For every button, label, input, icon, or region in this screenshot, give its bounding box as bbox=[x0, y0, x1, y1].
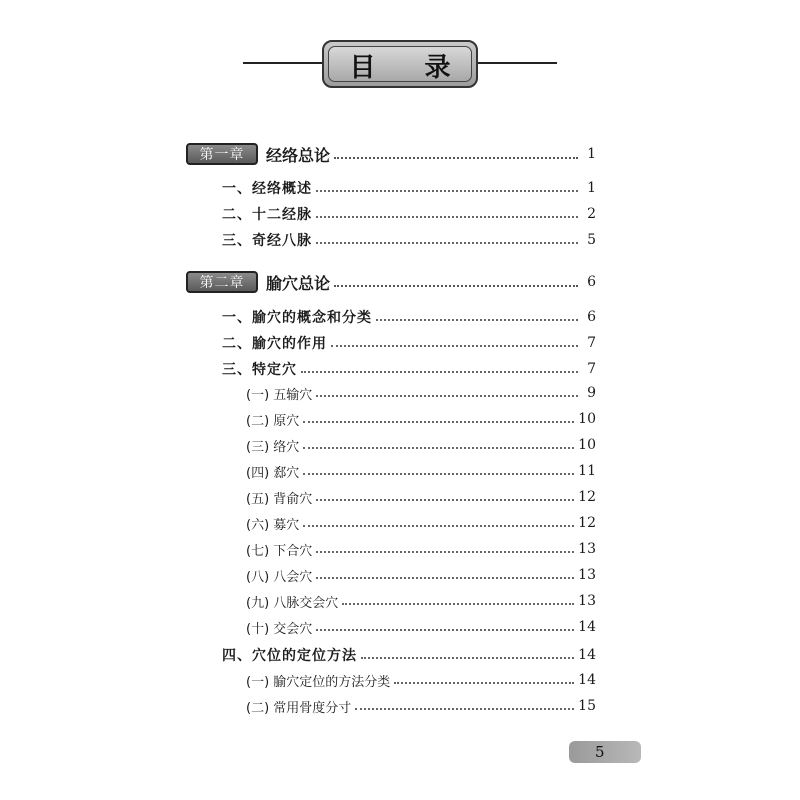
dot-leader bbox=[303, 447, 574, 449]
dot-leader bbox=[301, 371, 578, 373]
toc-entry[interactable] bbox=[222, 645, 596, 665]
entry-title: 一、经络概述 bbox=[222, 181, 312, 197]
page-ref: 12 bbox=[578, 489, 596, 505]
title-plaque bbox=[322, 40, 478, 88]
entry-title: (二) 原穴 bbox=[246, 413, 300, 429]
page-ref: 10 bbox=[578, 437, 596, 453]
entry-title: (六) 募穴 bbox=[246, 517, 300, 533]
toc-entry[interactable] bbox=[222, 230, 596, 250]
page-number-tab bbox=[569, 741, 641, 763]
chapter-badge: 第一章 bbox=[186, 143, 258, 165]
page-ref: 14 bbox=[578, 672, 596, 688]
toc-subentry[interactable] bbox=[246, 591, 596, 611]
toc-subentry[interactable] bbox=[246, 696, 596, 716]
page-ref: 13 bbox=[578, 567, 596, 583]
page-ref: 10 bbox=[578, 411, 596, 427]
toc-subentry[interactable] bbox=[246, 513, 596, 533]
page-ref: 5 bbox=[587, 232, 596, 248]
dot-leader bbox=[316, 216, 578, 218]
page-ref: 6 bbox=[587, 309, 596, 325]
entry-title: (八) 八会穴 bbox=[246, 569, 313, 585]
toc-subentry[interactable] bbox=[246, 435, 596, 455]
page-ref: 14 bbox=[578, 647, 596, 663]
page-ref: 15 bbox=[578, 698, 596, 714]
entry-title: 三、奇经八脉 bbox=[222, 233, 312, 249]
toc-subentry[interactable] bbox=[246, 617, 596, 637]
dot-leader bbox=[316, 577, 574, 579]
entry-title: (二) 常用骨度分寸 bbox=[246, 700, 352, 716]
entry-title: 三、特定穴 bbox=[222, 362, 297, 378]
toc-subentry[interactable] bbox=[246, 565, 596, 585]
dot-leader bbox=[316, 499, 574, 501]
page-ref: 1 bbox=[587, 180, 596, 196]
dot-leader bbox=[316, 551, 574, 553]
dot-leader bbox=[316, 395, 578, 397]
dot-leader bbox=[303, 525, 574, 527]
dot-leader bbox=[342, 603, 574, 605]
chapter-1-entry[interactable] bbox=[186, 143, 596, 165]
toc-subentry[interactable] bbox=[246, 539, 596, 559]
entry-title: 一、腧穴的概念和分类 bbox=[222, 310, 372, 326]
entry-title: 二、腧穴的作用 bbox=[222, 336, 327, 352]
toc-subentry[interactable] bbox=[246, 487, 596, 507]
toc-subentry[interactable] bbox=[246, 409, 596, 429]
page-ref: 2 bbox=[587, 206, 596, 222]
dot-leader bbox=[376, 319, 578, 321]
entry-title: (一) 五输穴 bbox=[246, 387, 313, 403]
chapter-title: 经络总论 bbox=[266, 145, 331, 165]
dot-leader bbox=[355, 708, 574, 710]
entry-title: (一) 腧穴定位的方法分类 bbox=[246, 674, 391, 690]
dot-leader bbox=[316, 190, 578, 192]
page-ref: 12 bbox=[578, 515, 596, 531]
dot-leader bbox=[394, 682, 574, 684]
page-ref: 7 bbox=[587, 361, 596, 377]
page-ref: 1 bbox=[587, 146, 596, 162]
dot-leader bbox=[334, 157, 578, 159]
dot-leader bbox=[316, 242, 578, 244]
dot-leader bbox=[303, 473, 574, 475]
toc-entry[interactable] bbox=[222, 178, 596, 198]
entry-title: 四、穴位的定位方法 bbox=[222, 648, 357, 664]
toc-entry[interactable] bbox=[222, 204, 596, 224]
chapter-title: 腧穴总论 bbox=[266, 273, 331, 293]
title-rule-left bbox=[243, 62, 323, 64]
page-ref: 6 bbox=[587, 274, 596, 290]
toc-subentry[interactable] bbox=[246, 670, 596, 690]
toc-entry[interactable] bbox=[222, 307, 596, 327]
entry-title: (十) 交会穴 bbox=[246, 621, 313, 637]
entry-title: (九) 八脉交会穴 bbox=[246, 595, 339, 611]
entry-title: (四) 郄穴 bbox=[246, 465, 300, 481]
page-ref: 7 bbox=[587, 335, 596, 351]
dot-leader bbox=[361, 657, 574, 659]
toc-subentry[interactable] bbox=[246, 383, 596, 403]
chapter-badge: 第二章 bbox=[186, 271, 258, 293]
page-title: 目 录 bbox=[349, 53, 471, 83]
page-number: 5 bbox=[595, 743, 605, 761]
title-rule-right bbox=[477, 62, 557, 64]
dot-leader bbox=[303, 421, 574, 423]
page-ref: 11 bbox=[578, 463, 596, 479]
page-ref: 13 bbox=[578, 541, 596, 557]
entry-title: (七) 下合穴 bbox=[246, 543, 313, 559]
dot-leader bbox=[334, 285, 578, 287]
entry-title: 二、十二经脉 bbox=[222, 207, 312, 223]
page-ref: 13 bbox=[578, 593, 596, 609]
toc-entry[interactable] bbox=[222, 359, 596, 379]
dot-leader bbox=[316, 629, 574, 631]
page-ref: 9 bbox=[587, 385, 596, 401]
page-ref: 14 bbox=[578, 619, 596, 635]
dot-leader bbox=[331, 345, 578, 347]
entry-title: (三) 络穴 bbox=[246, 439, 300, 455]
toc-entry[interactable] bbox=[222, 333, 596, 353]
chapter-2-entry[interactable] bbox=[186, 271, 596, 293]
toc-subentry[interactable] bbox=[246, 461, 596, 481]
entry-title: (五) 背俞穴 bbox=[246, 491, 313, 507]
